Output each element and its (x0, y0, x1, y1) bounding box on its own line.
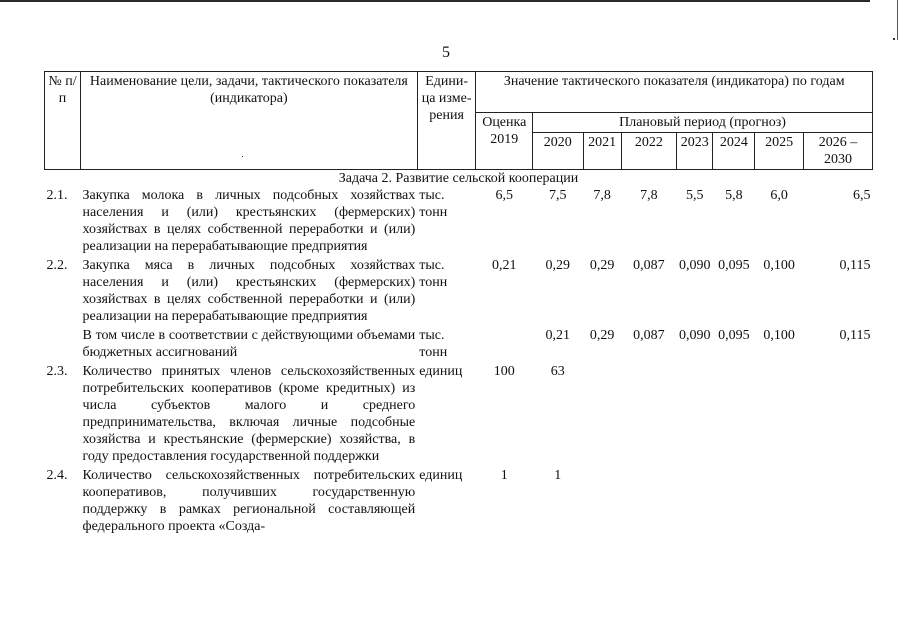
row-num: 2.1. (46, 188, 68, 203)
row-value: 0,095 (718, 328, 750, 343)
table-row (45, 363, 873, 467)
row-value (713, 467, 755, 537)
row-name: Закупка молока в личных подсобных хозяйствах населения и (или) крестьянских (фермерских) хозяйствах в целях собственной переработки и (или) реализации на перерабатывающие предприятия (82, 188, 416, 254)
header-year: 2024 (713, 133, 755, 170)
scan-edge-mark (897, 0, 898, 40)
header-value: Значение тактического показателя (индикатора) по годам (476, 72, 873, 113)
indicators-table (44, 71, 873, 537)
row-value: 0,21 (545, 328, 571, 343)
row-num: 2.4. (46, 468, 68, 483)
row-value: 0,29 (589, 328, 615, 343)
row-value: 0,100 (763, 258, 795, 273)
header-unit: Едини-ца изме-рения (417, 72, 476, 170)
task-title: Задача 2. Развитие сельской кооперации (338, 171, 579, 186)
row-value: 0,090 (679, 328, 711, 343)
header-name: Наименование цели, задачи, тактического показателя (индикатора) (81, 72, 418, 170)
row-value: 7,8 (640, 188, 658, 203)
row-value (583, 467, 621, 537)
table-row (45, 257, 873, 327)
row-value: 7,5 (549, 188, 567, 203)
row-name: В том числе в соответствии с действующими объемами бюджетных ассигнований (82, 328, 416, 360)
header-plan: Плановый период (прогноз) (533, 113, 873, 133)
row-name: Закупка мяса в личных подсобных хозяйствах населения и (или) крестьянских (фермерских) хозяйствах в целях собственной переработки и (или) реализации на перерабатывающие предприятия (82, 258, 416, 324)
row-value (803, 363, 872, 467)
header-num: № п/п (45, 72, 81, 170)
row-value: 6,5 (853, 188, 871, 203)
header-year: 2021 (583, 133, 621, 170)
scan-edge-line (0, 0, 870, 2)
row-value: 6,0 (770, 188, 788, 203)
row-value: 0,115 (839, 328, 871, 343)
row-value: 1 (554, 468, 562, 483)
row-value: 63 (550, 364, 565, 379)
row-value: 0,100 (763, 328, 795, 343)
row-name: Количество принятых членов сельскохозяйственных потребительских кооперативов (кроме кредитных) из числа субъектов малого и среднего предпринимательства, включая личные подсобные хозяйства и крестьянские (фермерские) хозяйства, в году предоставления государственной поддержки (82, 364, 416, 464)
row-value: 0,087 (633, 258, 665, 273)
row-unit: единиц (419, 364, 463, 379)
row-value: 0,21 (492, 258, 517, 273)
header-year: 2023 (677, 133, 713, 170)
row-unit: единиц (419, 468, 463, 483)
header-year: 2022 (621, 133, 677, 170)
row-value (583, 363, 621, 467)
row-value: 7,8 (593, 188, 611, 203)
row-value: 0,115 (839, 258, 871, 273)
row-unit: тыс. тонн (419, 328, 448, 360)
header-year: 2020 (533, 133, 583, 170)
header-estimate: Оценка 2019 (476, 113, 533, 170)
table-row (45, 187, 873, 257)
header-year: 2025 (755, 133, 803, 170)
row-value: 0,29 (589, 258, 615, 273)
row-num (45, 327, 81, 363)
table-row (45, 467, 873, 537)
row-value (621, 363, 677, 467)
row-value: 0,095 (718, 258, 750, 273)
row-value: 100 (493, 364, 515, 379)
row-value (713, 363, 755, 467)
header-year: 2026 – 2030 (803, 133, 872, 170)
row-num: 2.3. (46, 364, 68, 379)
scan-speck (893, 38, 895, 40)
row-value (476, 327, 533, 363)
row-value (677, 467, 713, 537)
row-num: 2.2. (46, 258, 68, 273)
row-value: 6,5 (495, 188, 514, 203)
row-unit: тыс. тонн (419, 188, 448, 220)
row-value: 0,090 (679, 258, 711, 273)
row-value: 5,8 (725, 188, 743, 203)
row-value (803, 467, 872, 537)
row-name: Количество сельскохозяйственных потребительских кооперативов, получивших государственную поддержку в рамках региональной составляющей федерального проекта «Созда- (82, 468, 416, 534)
row-value: 0,29 (545, 258, 571, 273)
row-value: 5,5 (686, 188, 704, 203)
row-value (677, 363, 713, 467)
row-value (755, 467, 803, 537)
row-value (755, 363, 803, 467)
page-number: 5 (442, 44, 450, 61)
row-value (621, 467, 677, 537)
table-row (45, 327, 873, 363)
row-value: 0,087 (633, 328, 665, 343)
row-unit: тыс. тонн (419, 258, 448, 290)
row-value: 1 (500, 468, 508, 483)
